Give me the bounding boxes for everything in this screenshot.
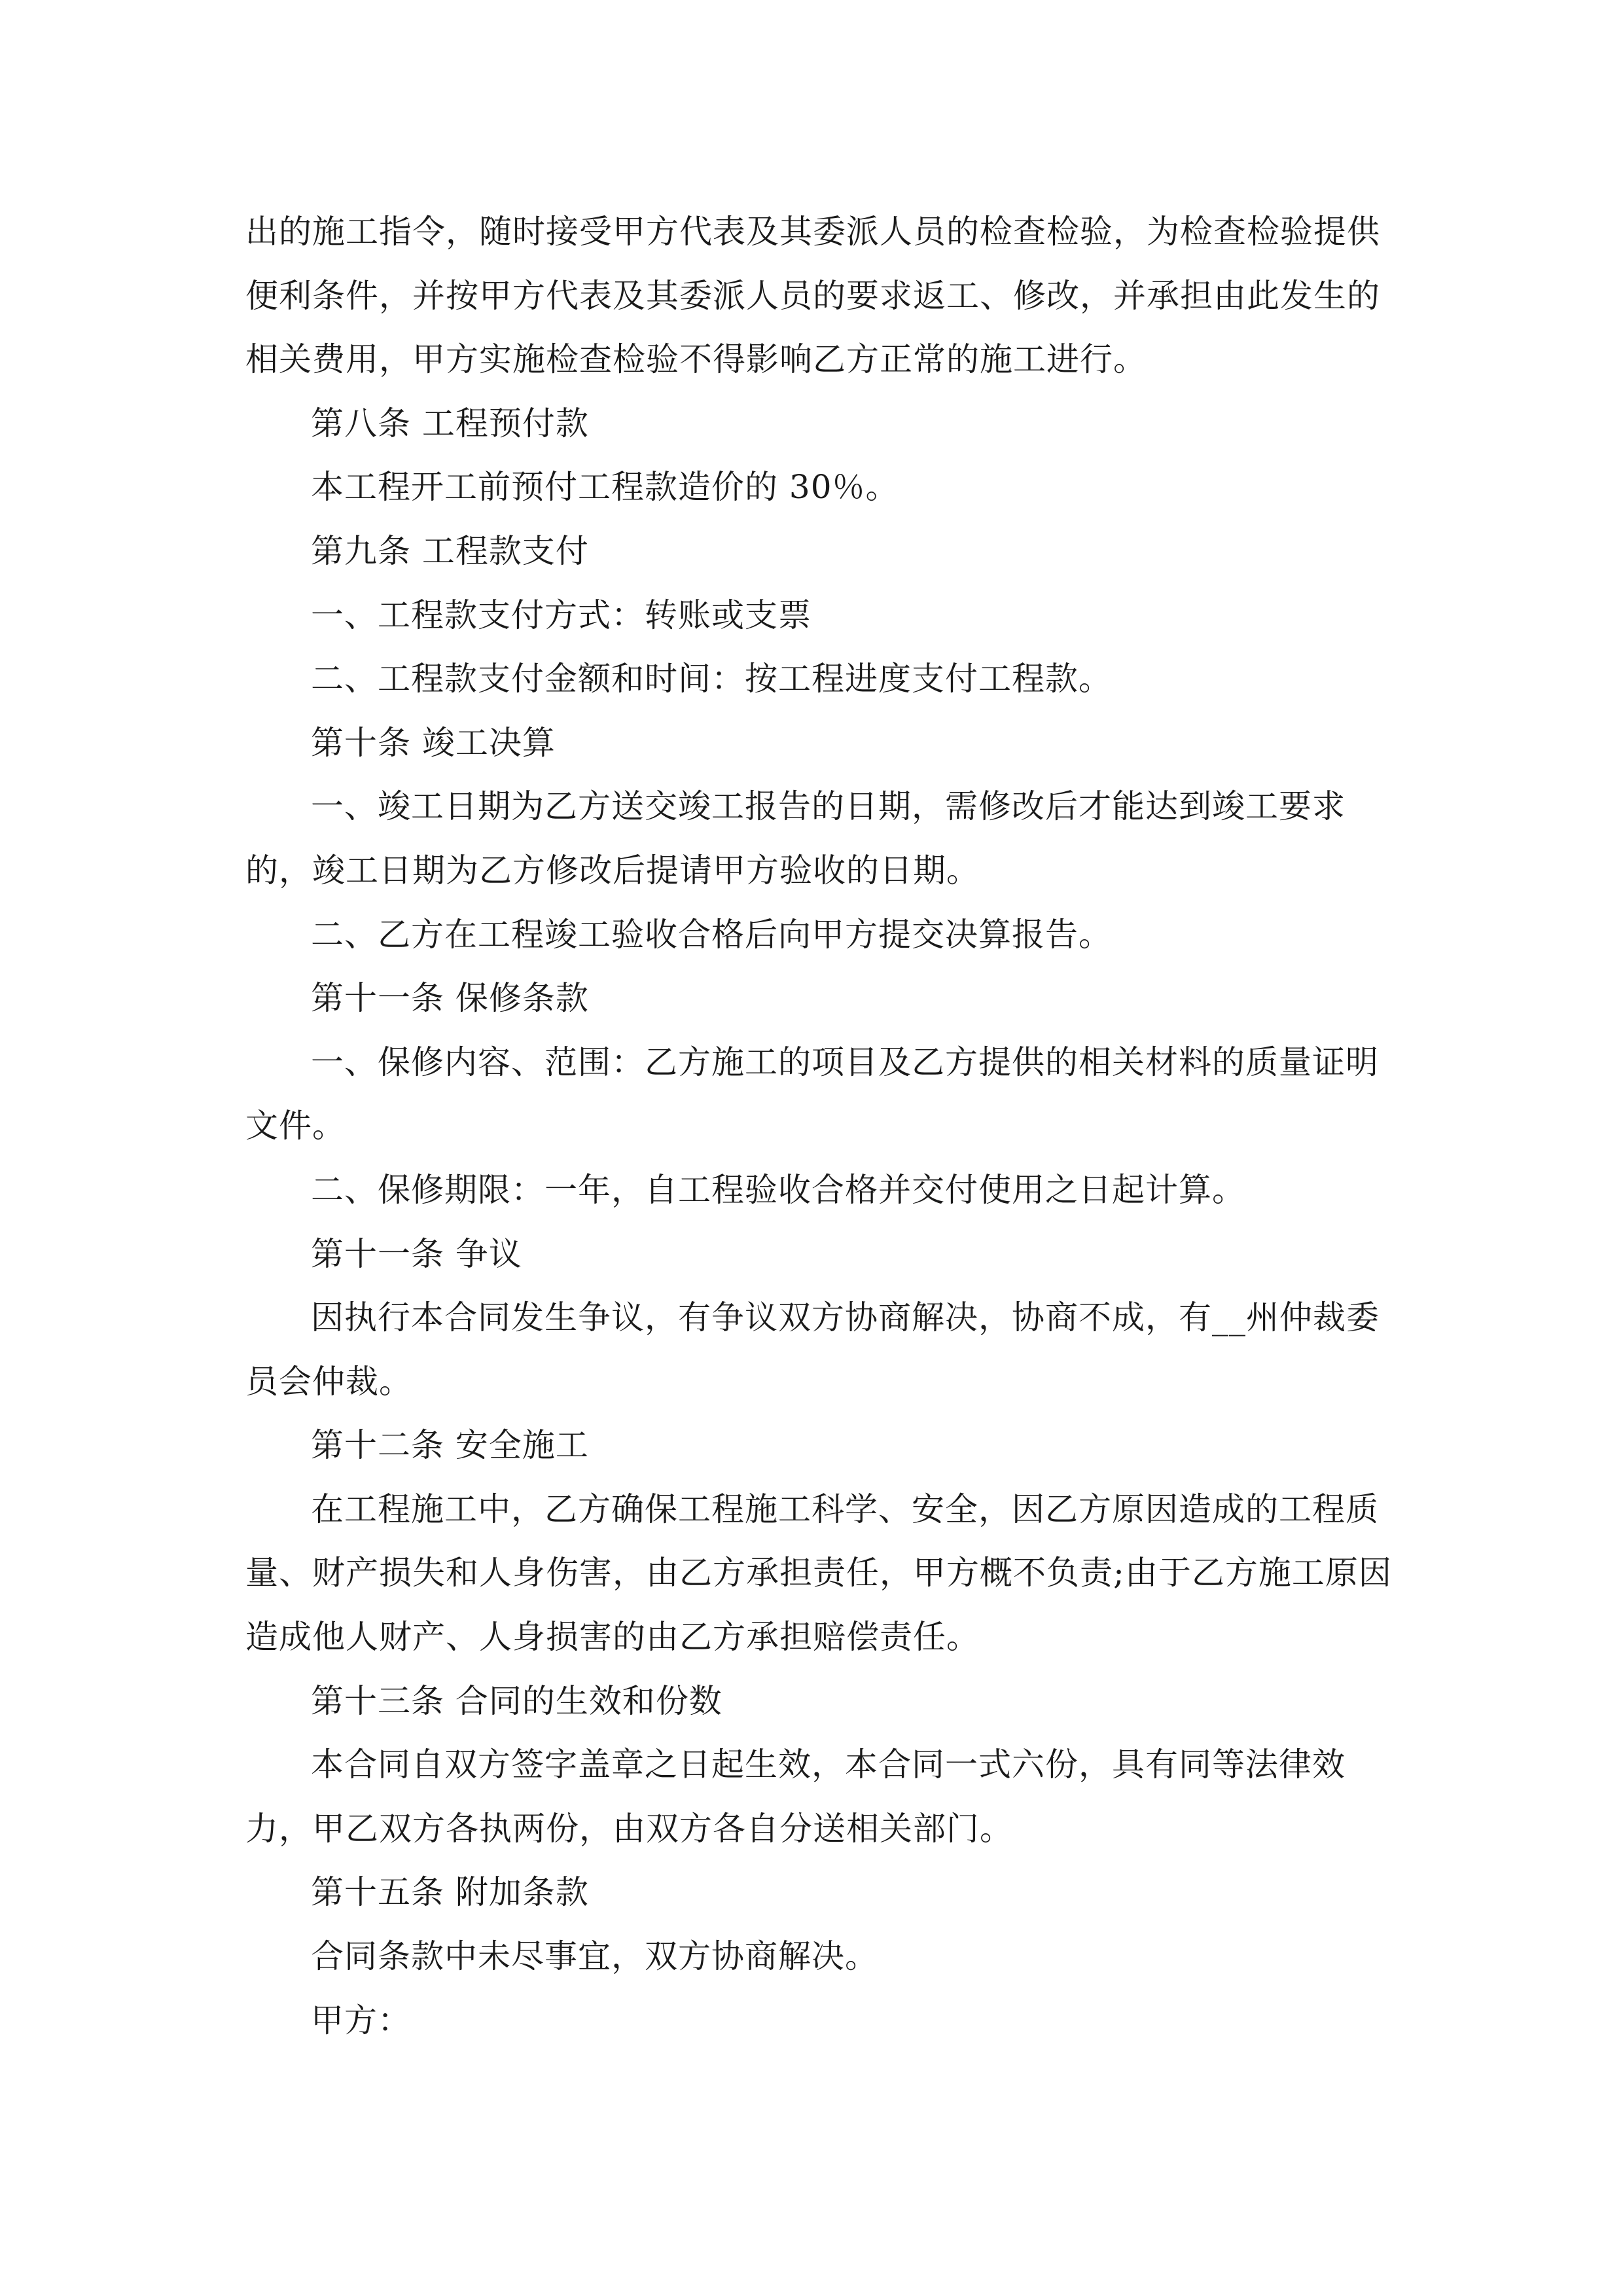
heading-article-15: 第十五条 附加条款 — [311, 1873, 589, 1912]
heading-article-11-warranty: 第十一条 保修条款 — [311, 979, 589, 1018]
paragraph-payment-method: 一、工程款支付方式：转账或支票 — [311, 596, 812, 634]
paragraph-final-account: 二、乙方在工程竣工验收合格后向甲方提交决算报告。 — [311, 915, 1112, 954]
heading-article-10: 第十条 竣工决算 — [311, 723, 556, 762]
paragraph-inspection-terms: 出的施工指令，随时接受甲方代表及其委派人员的检查检验，为检查检验提供便利条件，并按甲方代表及其委派人员的要求返工、修改，并承担由此发生的相关费用，甲方实施检查检验不得影响乙方正常的施工进行。 — [245, 213, 1380, 379]
heading-article-9: 第九条 工程款支付 — [311, 531, 589, 570]
paragraph-dispute-resolution: 因执行本合同发生争议，有争议双方协商解决，协商不成，有__州仲裁委员会仲裁。 — [245, 1299, 1380, 1401]
signature-party-a: 甲方： — [311, 2001, 411, 2039]
paragraph-effectiveness: 本合同自双方签字盖章之日起生效，本合同一式六份，具有同等法律效力，甲乙双方各执两份，由双方各自分送相关部门。 — [245, 1746, 1346, 1848]
paragraph-warranty-scope: 一、保修内容、范围：乙方施工的项目及乙方提供的相关材料的质量证明文件。 — [245, 1043, 1379, 1145]
paragraph-additional-terms: 合同条款中未尽事宜，双方协商解决。 — [311, 1937, 878, 1976]
heading-article-13: 第十三条 合同的生效和份数 — [311, 1681, 722, 1720]
heading-article-8: 第八条 工程预付款 — [311, 404, 589, 442]
document-body — [245, 200, 1397, 2053]
heading-article-11-dispute: 第十一条 争议 — [311, 1234, 522, 1273]
heading-article-12: 第十二条 安全施工 — [311, 1426, 589, 1465]
paragraph-payment-amount: 二、工程款支付金额和时间：按工程进度支付工程款。 — [311, 660, 1112, 698]
paragraph-safety: 在工程施工中，乙方确保工程施工科学、安全，因乙方原因造成的工程质量、财产损失和人身伤害，由乙方承担责任，甲方概不负责;由于乙方施工原因造成他人财产、人身损害的由乙方承担赔偿责任。 — [245, 1490, 1392, 1657]
paragraph-completion-date: 一、竣工日期为乙方送交竣工报告的日期，需修改后才能达到竣工要求的，竣工日期为乙方修改后提请甲方验收的日期。 — [245, 787, 1346, 889]
paragraph-warranty-period: 二、保修期限：一年，自工程验收合格并交付使用之日起计算。 — [311, 1170, 1245, 1209]
paragraph-advance-payment: 本工程开工前预付工程款造价的 30％。 — [311, 468, 899, 507]
